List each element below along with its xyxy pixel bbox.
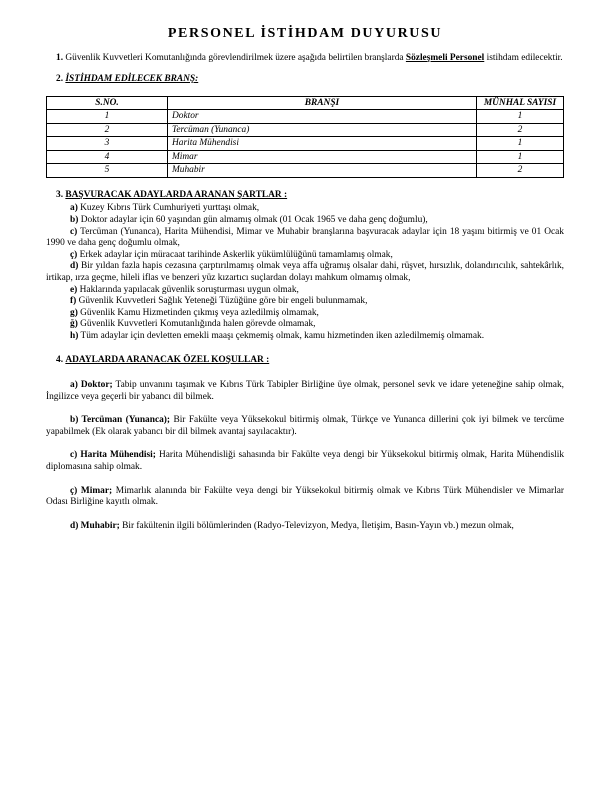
- section-3-title: BAŞVURACAK ADAYLARDA ARANAN ŞARTLAR :: [65, 189, 288, 200]
- table-cell-count: 2: [477, 123, 564, 137]
- table-cell-branch: Doktor: [168, 110, 477, 124]
- table-cell-branch: Tercüman (Yunanca): [168, 123, 477, 137]
- list-item-key: d): [70, 261, 79, 272]
- section-1-highlight: Sözleşmeli Personel: [405, 52, 485, 63]
- condition-text: Harita Mühendisliği sahasında bir Fakülte veya dengi bir Yüksekokul bitirmiş olmak, Harita Mühendislik diplomasına sahip olmak.: [46, 450, 565, 473]
- list-item: [46, 331, 564, 343]
- list-item: [46, 285, 564, 297]
- list-item-text: Doktor adaylar için 60 yaşından gün almamış olmak (01 Ocak 1965 ve daha genç doğumlu),: [78, 214, 428, 225]
- list-item-text: Tüm adaylar için devletten emekli maaşı çekmemiş olmak, kamu hizmetinden iken azledilmemiş olmamak.: [78, 330, 485, 341]
- list-item-key: f): [70, 296, 77, 307]
- section-2-number: 2.: [56, 74, 64, 85]
- list-item-key: g): [70, 307, 78, 318]
- section-3-number: 3.: [56, 189, 64, 200]
- table-cell-sno: 5: [47, 164, 168, 178]
- condition-reporter: [46, 521, 564, 533]
- list-item: [46, 308, 564, 320]
- requirements-list: [46, 203, 564, 342]
- section-2-title: İSTİHDAM EDİLECEK BRANŞ:: [65, 74, 199, 85]
- list-item: [46, 250, 564, 262]
- table-row: [47, 137, 564, 151]
- table-header-branch: BRANŞI: [168, 96, 477, 110]
- list-item: [46, 215, 564, 227]
- list-item-key: ç): [70, 249, 78, 260]
- table-header-sno: S.NO.: [47, 96, 168, 110]
- condition-map-engineer: [46, 450, 564, 473]
- condition-text: Bir Fakülte veya Yüksekokul bitirmiş olmak, Türkçe ve Yunanca dillerini çok iyi bilmek ve tercüme yapabilmek (Ek olarak yabancı bir dil bilmek avantaj sayılacaktır).: [46, 415, 565, 437]
- section-1-text-after: istihdam edilecektir.: [484, 52, 563, 63]
- list-item: [46, 319, 564, 331]
- table-cell-sno: 1: [47, 110, 168, 124]
- condition-key: b) Tercüman (Yunanca);: [70, 415, 171, 426]
- section-1-paragraph: [46, 53, 564, 65]
- table-cell-count: 1: [477, 110, 564, 124]
- list-item: [46, 296, 564, 308]
- table-cell-sno: 2: [47, 123, 168, 137]
- list-item: [46, 203, 564, 215]
- table-cell-count: 1: [477, 150, 564, 164]
- list-item-key: a): [70, 203, 78, 214]
- condition-translator: [46, 415, 564, 438]
- table-row: [47, 110, 564, 124]
- list-item: [46, 261, 564, 284]
- list-item-key: ğ): [70, 319, 78, 330]
- table-cell-sno: 3: [47, 137, 168, 151]
- table-cell-branch: Mimar: [168, 150, 477, 164]
- branch-table: [46, 96, 564, 178]
- table-header-count: MÜNHAL SAYISI: [477, 96, 564, 110]
- table-cell-branch: Harita Mühendisi: [168, 137, 477, 151]
- list-item-key: e): [70, 284, 78, 295]
- list-item-text: Güvenlik Kuvvetleri Komutanlığında halen görevde olmamak,: [77, 319, 316, 330]
- list-item-text: Erkek adaylar için müracaat tarihinde Askerlik yükümlülüğünü tamamlamış olmak,: [77, 249, 393, 260]
- list-item-key: c): [70, 226, 78, 237]
- list-item-text: Tercüman (Yunanca), Harita Mühendisi, Mimar ve Muhabir branşlarına başvuracak adaylar için 18 yaşını bitirmiş ve 01 Ocak 1990 ve daha genç doğumlu olmak,: [46, 226, 564, 249]
- section-4-number: 4.: [56, 354, 64, 365]
- list-item-text: Güvenlik Kuvvetleri Sağlık Yeteneği Tüzüğüne göre bir engeli bulunmamak,: [76, 296, 368, 307]
- condition-key: c) Harita Mühendisi;: [70, 450, 156, 461]
- table-cell-sno: 4: [47, 150, 168, 164]
- list-item-text: Kuzey Kıbrıs Türk Cumhuriyeti yurttaşı olmak,: [77, 203, 260, 214]
- condition-text: Tabip unvanını taşımak ve Kıbrıs Türk Tabipler Birliğine üye olmak, personel sevk ve idare yeteneğine sahip olmak, İngilizce veya geçerli bir yabancı dil bilmek.: [46, 380, 564, 402]
- section-4-heading: [46, 355, 564, 367]
- table-cell-branch: Muhabir: [168, 164, 477, 178]
- list-item-text: Bir yıldan fazla hapis cezasına çarptırılmamış olmak veya affa uğramış olsalar dahi, rüşvet, hırsızlık, dolandırıcılık, sahtekârlık, irtikap, ırza geçme, hileli iflas ve benzeri yüz kızartıcı suçlardan dolayı mahkum olmamış olmak,: [46, 261, 564, 283]
- table-row: [47, 150, 564, 164]
- list-item-text: Güvenlik Kamu Hizmetinden çıkmış veya azledilmiş olmamak,: [77, 307, 319, 318]
- condition-doctor: [46, 380, 564, 403]
- section-2-heading: [46, 74, 564, 86]
- section-1-text-before: Güvenlik Kuvvetleri Komutanlığında görevlendirilmek üzere aşağıda belirtilen branşlarda: [63, 52, 406, 63]
- table-cell-count: 2: [477, 164, 564, 178]
- condition-key: a) Doktor;: [70, 380, 113, 391]
- section-3-heading: [46, 190, 564, 202]
- table-row: [47, 123, 564, 137]
- list-item: [46, 227, 564, 250]
- table-row: [47, 164, 564, 178]
- condition-key: ç) Mimar;: [70, 485, 113, 496]
- page-title: PERSONEL İSTİHDAM DUYURUSU: [167, 26, 443, 41]
- condition-text: Bir fakültenin ilgili bölümlerinden (Radyo-Televizyon, Medya, İletişim, Basın-Yayın vb.) mezun olmak,: [119, 520, 514, 531]
- section-1-number: 1.: [56, 52, 64, 63]
- table-header-row: [47, 96, 564, 110]
- condition-key: d) Muhabir;: [70, 520, 120, 531]
- condition-architect: [46, 486, 564, 509]
- list-item-key: b): [70, 214, 79, 225]
- list-item-text: Haklarında yapılacak güvenlik soruşturması uygun olmak,: [77, 284, 299, 295]
- table-cell-count: 1: [477, 137, 564, 151]
- list-item-key: h): [70, 330, 79, 341]
- condition-text: Mimarlık alanında bir Fakülte veya dengi bir Yüksekokul bitirmiş olmak ve Kıbrıs Türk Mühendisler ve Mimarlar Odası Birliğine kayıtlı olmak.: [46, 485, 564, 508]
- section-4-title: ADAYLARDA ARANACAK ÖZEL KOŞULLAR :: [65, 354, 270, 365]
- special-conditions: [46, 380, 564, 532]
